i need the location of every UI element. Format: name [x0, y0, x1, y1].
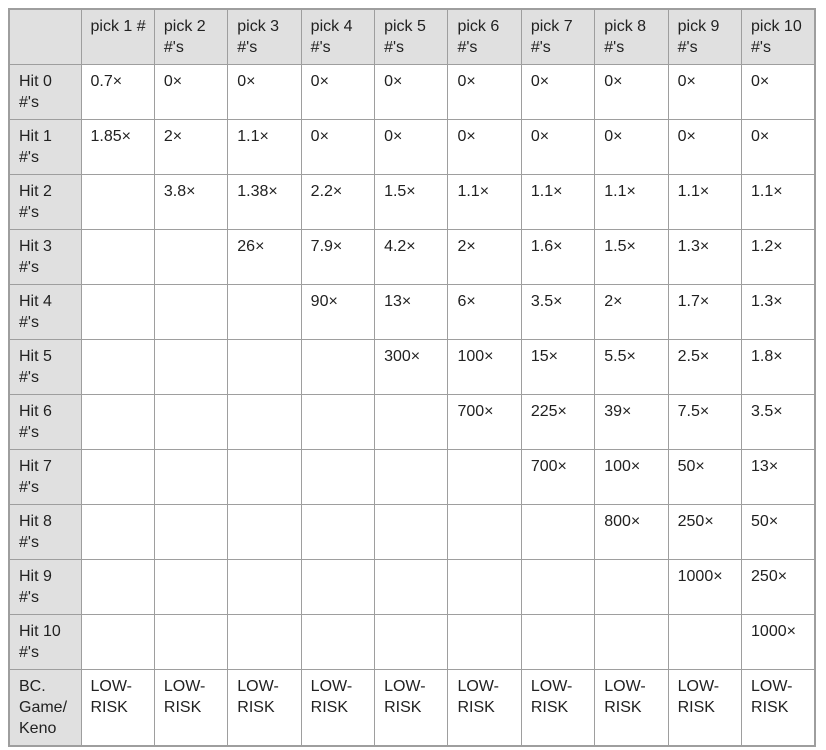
- payout-cell: [228, 505, 301, 560]
- payout-cell: 0×: [595, 120, 668, 175]
- payout-cell: [301, 615, 374, 670]
- column-header-pick-4: pick 4 #'s: [301, 9, 374, 65]
- payout-cell: [81, 230, 154, 285]
- payout-cell: 0×: [521, 120, 594, 175]
- payout-cell: [81, 285, 154, 340]
- payout-cell: 1.1×: [742, 175, 815, 230]
- payout-cell: [301, 395, 374, 450]
- row-label-hit-3: Hit 3 #'s: [9, 230, 81, 285]
- payout-cell: 0×: [521, 65, 594, 120]
- payout-cell: 7.9×: [301, 230, 374, 285]
- row-label-hit-10: Hit 10 #'s: [9, 615, 81, 670]
- payout-cell: [81, 505, 154, 560]
- payout-cell: 100×: [448, 340, 521, 395]
- payout-cell: [448, 615, 521, 670]
- hit-row-0: [9, 65, 815, 120]
- payout-cell: [154, 285, 227, 340]
- payout-table-header: [9, 9, 815, 65]
- column-header-pick-6: pick 6 #'s: [448, 9, 521, 65]
- payout-cell: 1.85×: [81, 120, 154, 175]
- payout-cell: 3.5×: [742, 395, 815, 450]
- payout-cell: [154, 340, 227, 395]
- payout-cell: [301, 450, 374, 505]
- payout-cell: [228, 395, 301, 450]
- payout-cell: 700×: [448, 395, 521, 450]
- payout-cell: 1.3×: [742, 285, 815, 340]
- risk-cell: LOW-RISK: [81, 670, 154, 747]
- payout-cell: [154, 560, 227, 615]
- payout-cell: 1.5×: [375, 175, 448, 230]
- row-label-hit-5: Hit 5 #'s: [9, 340, 81, 395]
- payout-cell: [228, 560, 301, 615]
- row-label-hit-9: Hit 9 #'s: [9, 560, 81, 615]
- row-label-hit-8: Hit 8 #'s: [9, 505, 81, 560]
- header-row: [9, 9, 815, 65]
- row-label-hit-1: Hit 1 #'s: [9, 120, 81, 175]
- row-label-hit-6: Hit 6 #'s: [9, 395, 81, 450]
- payout-cell: [375, 395, 448, 450]
- payout-cell: 39×: [595, 395, 668, 450]
- hit-row-6: [9, 395, 815, 450]
- payout-cell: [375, 450, 448, 505]
- payout-cell: 50×: [742, 505, 815, 560]
- payout-cell: 2×: [595, 285, 668, 340]
- payout-cell: 15×: [521, 340, 594, 395]
- column-header-pick-3: pick 3 #'s: [228, 9, 301, 65]
- payout-cell: [154, 505, 227, 560]
- payout-cell: [375, 505, 448, 560]
- payout-cell: [595, 615, 668, 670]
- payout-cell: 0×: [668, 120, 741, 175]
- risk-cell: LOW-RISK: [668, 670, 741, 747]
- row-label-hit-7: Hit 7 #'s: [9, 450, 81, 505]
- risk-cell: LOW-RISK: [595, 670, 668, 747]
- payout-cell: 13×: [742, 450, 815, 505]
- payout-cell: 1.1×: [521, 175, 594, 230]
- payout-cell: [228, 285, 301, 340]
- payout-cell: 0×: [448, 65, 521, 120]
- payout-cell: 1.6×: [521, 230, 594, 285]
- payout-cell: 0×: [448, 120, 521, 175]
- hit-row-2: [9, 175, 815, 230]
- payout-cell: 0×: [375, 65, 448, 120]
- payout-cell: 4.2×: [375, 230, 448, 285]
- hit-row-4: [9, 285, 815, 340]
- payout-cell: 3.8×: [154, 175, 227, 230]
- payout-cell: [154, 230, 227, 285]
- keno-payout-table: [8, 8, 816, 747]
- risk-cell: LOW-RISK: [448, 670, 521, 747]
- payout-cell: [375, 560, 448, 615]
- payout-cell: [81, 395, 154, 450]
- column-header-pick-9: pick 9 #'s: [668, 9, 741, 65]
- column-header-pick-5: pick 5 #'s: [375, 9, 448, 65]
- payout-cell: 0×: [154, 65, 227, 120]
- payout-cell: 1.38×: [228, 175, 301, 230]
- row-label-bc-game-keno: BC. Game/ Keno: [9, 670, 81, 747]
- payout-cell: 250×: [668, 505, 741, 560]
- risk-cell: LOW-RISK: [742, 670, 815, 747]
- payout-cell: 225×: [521, 395, 594, 450]
- payout-cell: [81, 450, 154, 505]
- payout-cell: 2×: [154, 120, 227, 175]
- payout-cell: 2×: [448, 230, 521, 285]
- payout-cell: 250×: [742, 560, 815, 615]
- risk-cell: LOW-RISK: [521, 670, 594, 747]
- payout-cell: 1.5×: [595, 230, 668, 285]
- payout-cell: 800×: [595, 505, 668, 560]
- payout-cell: [154, 615, 227, 670]
- risk-cell: LOW-RISK: [154, 670, 227, 747]
- payout-cell: [375, 615, 448, 670]
- payout-cell: 13×: [375, 285, 448, 340]
- payout-cell: [228, 340, 301, 395]
- row-label-hit-2: Hit 2 #'s: [9, 175, 81, 230]
- payout-cell: 90×: [301, 285, 374, 340]
- row-label-hit-4: Hit 4 #'s: [9, 285, 81, 340]
- payout-cell: [81, 560, 154, 615]
- payout-cell: 0×: [375, 120, 448, 175]
- payout-cell: 1000×: [668, 560, 741, 615]
- payout-cell: 1.3×: [668, 230, 741, 285]
- column-header-pick-7: pick 7 #'s: [521, 9, 594, 65]
- hit-row-10: [9, 615, 815, 670]
- payout-cell: [448, 450, 521, 505]
- hit-row-1: [9, 120, 815, 175]
- hit-row-8: [9, 505, 815, 560]
- payout-cell: 300×: [375, 340, 448, 395]
- payout-table-body: [9, 65, 815, 747]
- risk-cell: LOW-RISK: [375, 670, 448, 747]
- payout-cell: [668, 615, 741, 670]
- payout-cell: 1.1×: [228, 120, 301, 175]
- payout-cell: 3.5×: [521, 285, 594, 340]
- payout-cell: 0×: [742, 65, 815, 120]
- hit-row-5: [9, 340, 815, 395]
- column-header-pick-10: pick 10 #'s: [742, 9, 815, 65]
- payout-cell: 1.7×: [668, 285, 741, 340]
- payout-cell: [521, 560, 594, 615]
- payout-cell: 0.7×: [81, 65, 154, 120]
- risk-cell: LOW-RISK: [301, 670, 374, 747]
- payout-cell: [521, 505, 594, 560]
- payout-cell: 2.5×: [668, 340, 741, 395]
- payout-cell: 1.1×: [595, 175, 668, 230]
- payout-cell: 7.5×: [668, 395, 741, 450]
- payout-cell: 50×: [668, 450, 741, 505]
- hit-row-7: [9, 450, 815, 505]
- payout-cell: 1.1×: [668, 175, 741, 230]
- payout-cell: 0×: [301, 65, 374, 120]
- payout-cell: [154, 395, 227, 450]
- payout-cell: 0×: [595, 65, 668, 120]
- payout-cell: [595, 560, 668, 615]
- column-header-pick-8: pick 8 #'s: [595, 9, 668, 65]
- payout-cell: 700×: [521, 450, 594, 505]
- risk-cell: LOW-RISK: [228, 670, 301, 747]
- payout-cell: [81, 615, 154, 670]
- payout-cell: [228, 615, 301, 670]
- payout-cell: [228, 450, 301, 505]
- payout-cell: 2.2×: [301, 175, 374, 230]
- payout-cell: [154, 450, 227, 505]
- payout-cell: [521, 615, 594, 670]
- payout-cell: 0×: [742, 120, 815, 175]
- payout-cell: 0×: [228, 65, 301, 120]
- column-header-pick-2: pick 2 #'s: [154, 9, 227, 65]
- row-label-hit-0: Hit 0 #'s: [9, 65, 81, 120]
- payout-cell: 0×: [668, 65, 741, 120]
- payout-cell: [81, 175, 154, 230]
- payout-cell: 5.5×: [595, 340, 668, 395]
- payout-cell: [448, 505, 521, 560]
- corner-cell: [9, 9, 81, 65]
- payout-cell: [301, 560, 374, 615]
- payout-cell: [301, 340, 374, 395]
- payout-cell: 0×: [301, 120, 374, 175]
- payout-cell: 26×: [228, 230, 301, 285]
- payout-cell: [81, 340, 154, 395]
- payout-cell: [448, 560, 521, 615]
- hit-row-9: [9, 560, 815, 615]
- payout-cell: 100×: [595, 450, 668, 505]
- payout-cell: 1.8×: [742, 340, 815, 395]
- payout-cell: 1.2×: [742, 230, 815, 285]
- payout-cell: 6×: [448, 285, 521, 340]
- hit-row-3: [9, 230, 815, 285]
- payout-cell: 1.1×: [448, 175, 521, 230]
- payout-cell: [301, 505, 374, 560]
- column-header-pick-1: pick 1 #: [81, 9, 154, 65]
- risk-row: [9, 670, 815, 747]
- payout-cell: 1000×: [742, 615, 815, 670]
